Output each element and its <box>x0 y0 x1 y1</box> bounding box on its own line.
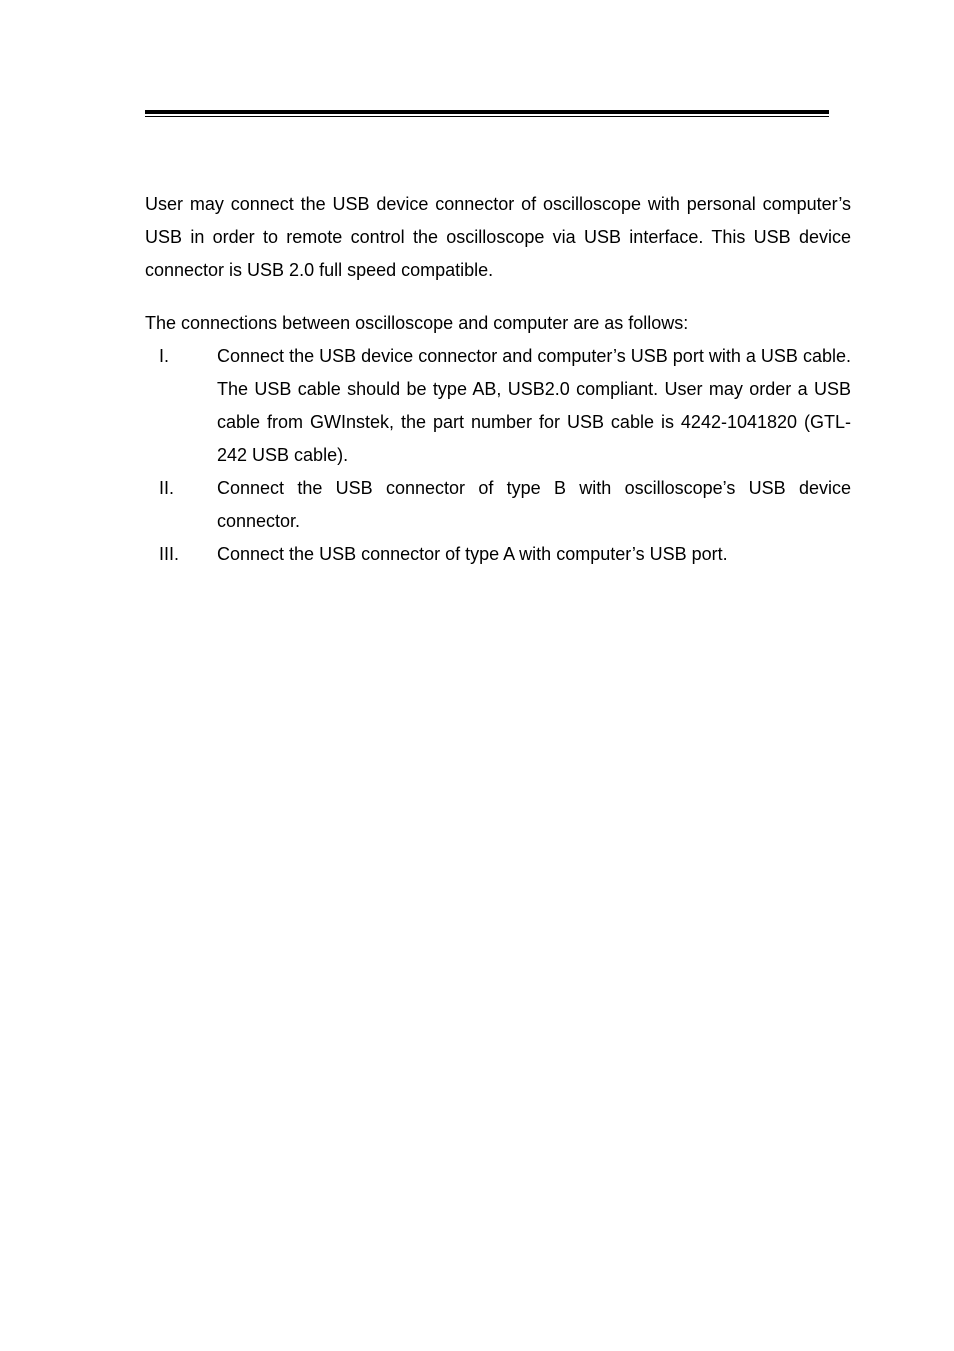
step-text: Connect the USB connector of type B with oscilloscope’s USB device connector. <box>217 478 851 531</box>
connection-steps-list <box>145 340 851 571</box>
connections-intro-paragraph: The connections between oscilloscope and computer are as follows: <box>145 313 689 333</box>
step-text: Connect the USB device connector and computer’s USB port with a USB cable. The USB cable should be type AB, USB2.0 compliant. User may order a USB cable from GWInstek, the part number for USB cable is 4242-1041820 (GTL-242 USB cable). <box>217 346 851 465</box>
list-item <box>145 472 851 538</box>
usb-description-paragraph: User may connect the USB device connector of oscilloscope with personal computer’s USB in order to remote control the oscilloscope via USB interface. This USB device connector is USB 2.0 full speed compatible. <box>145 194 851 280</box>
step-number: I. <box>159 346 170 366</box>
header-rule-thin <box>145 116 829 117</box>
step-text: Connect the USB connector of type A with computer’s USB port. <box>217 544 728 564</box>
list-item <box>145 538 851 571</box>
page-body <box>145 188 851 571</box>
list-item <box>145 340 851 472</box>
step-number: III. <box>159 544 180 564</box>
step-number: II. <box>159 478 175 498</box>
header-rule-thick <box>145 110 829 114</box>
